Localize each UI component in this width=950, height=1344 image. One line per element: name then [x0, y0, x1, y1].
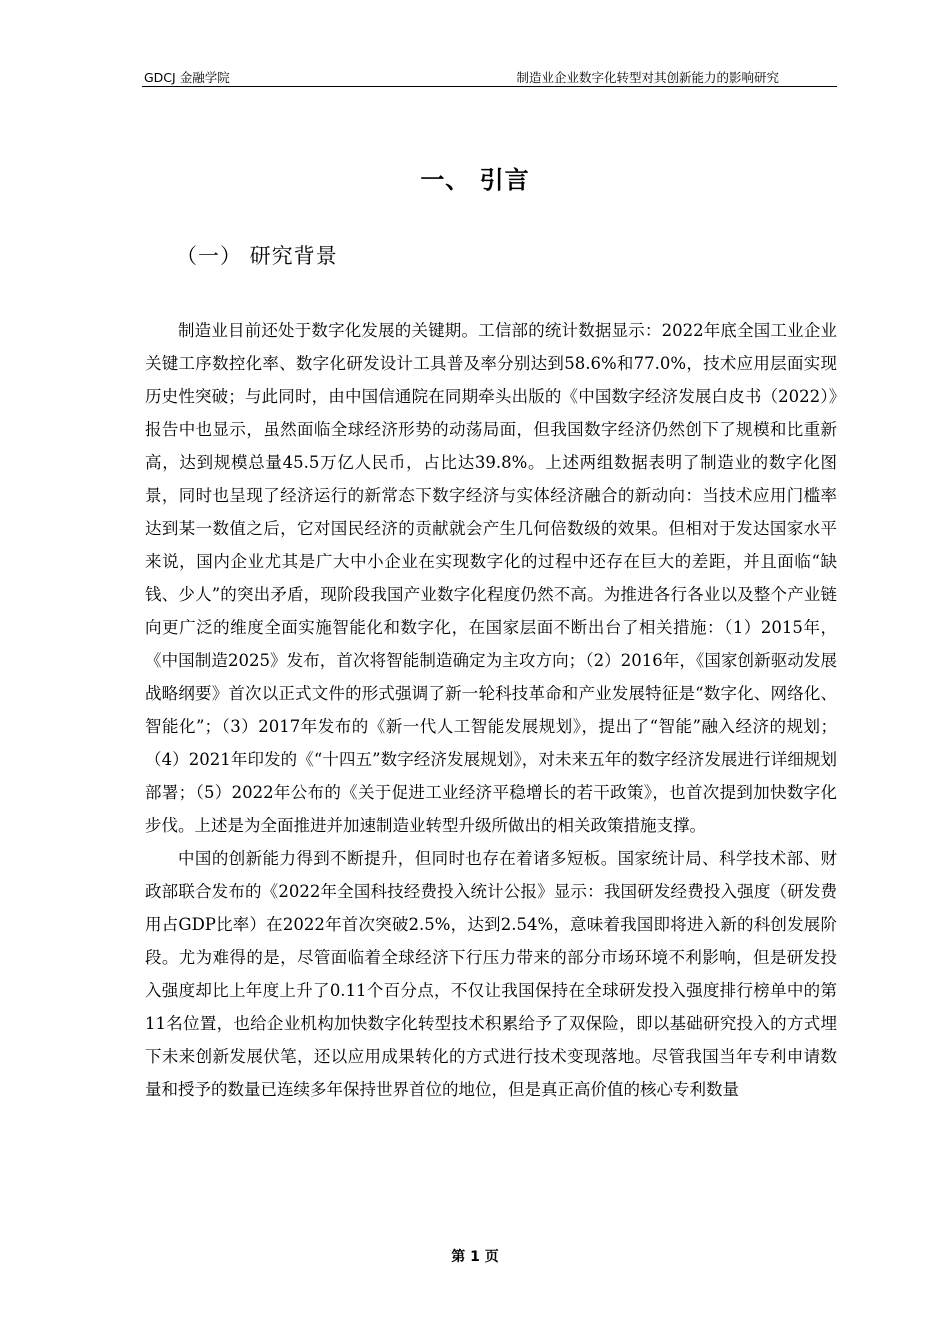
header-paper-title: 制造业企业数字化转型对其创新能力的影响研究 — [516, 70, 779, 85]
page-number: 第 1 页 — [451, 1249, 499, 1265]
paragraph: 中国的创新能力得到不断提升，但同时也存在着诸多短板。国家统计局、科学技术部、财政部联合发布的《2022年全国科技经费投入统计公报》显示：我国研发经费投入强度（研发费用占GDP比率）在2022年首次突破2.5%，达到2.54%，意味着我国即将进入新的科创发展阶段。尤为难得的是，尽管面临着全球经济下行压力带来的部分市场环境不利影响，但是研发投入强度却比上年度上升了0.11个百分点，不仅让我国保持在全球研发投入强度排行榜单中的第11名位置，也给企业机构加快数字化转型技术积累给予了双保险，即以基础研究投入的方式埋下未来创新发展伏笔，还以应用成果转化的方式进行技术变现落地。尽管我国当年专利申请数量和授予的数量已连续多年保持世界首位的地位，但是真正高价值的核心专利数量 — [145, 849, 837, 1099]
body-text — [145, 314, 837, 1106]
header-school-name: GDCJ 金融学院 — [144, 70, 230, 85]
page-header — [142, 66, 837, 87]
section-title: （一） 研究背景 — [176, 244, 338, 268]
paragraph: 制造业目前还处于数字化发展的关键期。工信部的统计数据显示：2022年底全国工业企业关键工序数控化率、数字化研发设计工具普及率分别达到58.6%和77.0%，技术应用层面实现历史性突破；与此同时，由中国信通院在同期牵头出版的《中国数字经济发展白皮书（2022）》报告中也显示，虽然面临全球经济形势的动荡局面，但我国数字经济仍然创下了规模和比重新高，达到规模总量45.5万亿人民币，占比达39.8%。上述两组数据表明了制造业的数字化图景，同时也呈现了经济运行的新常态下数字经济与实体经济融合的新动向：当技术应用门槛率达到某一数值之后，它对国民经济的贡献就会产生几何倍数级的效果。但相对于发达国家水平来说，国内企业尤其是广大中小企业在实现数字化的过程中还存在巨大的差距，并且面临“缺钱、少人”的突出矛盾，现阶段我国产业数字化程度仍然不高。为推进各行各业以及整个产业链向更广泛的维度全面实施智能化和数字化，在国家层面不断出台了相关措施：（1）2015年，《中国制造2025》发布，首次将智能制造确定为主攻方向；（2）2016年，《国家创新驱动发展战略纲要》首次以正式文件的形式强调了新一轮科技革命和产业发展特征是“数字化、网络化、智能化”；（3）2017年发布的《新一代人工智能发展规划》，提出了“智能”融入经济的规划；（4）2021年印发的《“十四五”数字经济发展规划》，对未来五年的数字经济发展进行详细规划部署；（5）2022年公布的《关于促进工业经济平稳增长的若干政策》，也首次提到加快数字化步伐。上述是为全面推进并加速制造业转型升级所做出的相关政策措施支撑。 — [145, 321, 837, 835]
chapter-title: 一、 引言 — [420, 166, 530, 194]
